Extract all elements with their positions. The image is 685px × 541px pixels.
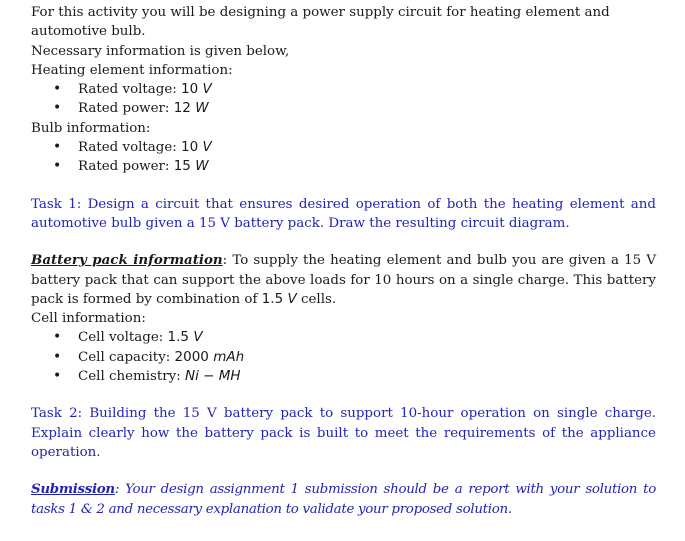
value: 15 — [173, 158, 191, 175]
value: 10 — [181, 81, 199, 98]
list-item: • Cell chemistry: Ni − MH — [78, 367, 656, 386]
document-body — [31, 3, 656, 519]
list-item: • Rated power: 12 W — [78, 99, 656, 118]
submission-title: Submission — [31, 481, 115, 498]
unit: W — [195, 158, 209, 175]
bulb-heading: Bulb information: — [31, 120, 151, 136]
heating-heading: Heating element information: — [31, 62, 233, 78]
list-item: • Rated voltage: 10 V — [78, 138, 656, 157]
heating-list — [31, 80, 656, 119]
list-item: • Cell capacity: 2000 mAh — [78, 348, 656, 367]
list-item: • Rated power: 15 W — [78, 157, 656, 176]
list-item: • Rated voltage: 10 V — [78, 80, 656, 99]
task1-text: Task 1: Design a circuit that ensures desired operation of both the heating element and automotive bulb given a 15 V battery pack. Draw the resulting circuit diagram. — [31, 196, 656, 231]
battery-title: Battery pack information — [31, 252, 223, 269]
unit: V — [202, 139, 212, 156]
submission-paragraph: Submission: Your design assignment 1 submission should be a report with your solution to tasks 1 & 2 and necessary explanation to validate your proposed solution. — [31, 481, 656, 517]
battery-paragraph: Battery pack information: To supply the heating element and bulb you are given a 15 V battery pack that can support the above loads for 10 hours on a single charge. This battery pack is formed by combination of 1.5 V cells. — [31, 252, 657, 307]
value: 10 — [181, 139, 199, 156]
bulb-list — [31, 138, 656, 177]
unit: W — [195, 100, 209, 117]
value: 12 — [173, 100, 191, 117]
intro-line-1: For this activity you will be designing a power supply circuit for heating element and automotive bulb. — [31, 5, 610, 40]
intro-line-2: Necessary information is given below, — [31, 43, 290, 59]
cell-list — [31, 328, 656, 386]
cell-heading: Cell information: — [31, 311, 146, 327]
task2-text: Task 2: Building the 15 V battery pack to support 10-hour operation on single charge. Explain clearly how the battery pack is built to meet the requirements of the appliance operation. — [31, 406, 656, 460]
unit: V — [202, 81, 212, 98]
list-item: • Cell voltage: 1.5 V — [78, 328, 656, 347]
